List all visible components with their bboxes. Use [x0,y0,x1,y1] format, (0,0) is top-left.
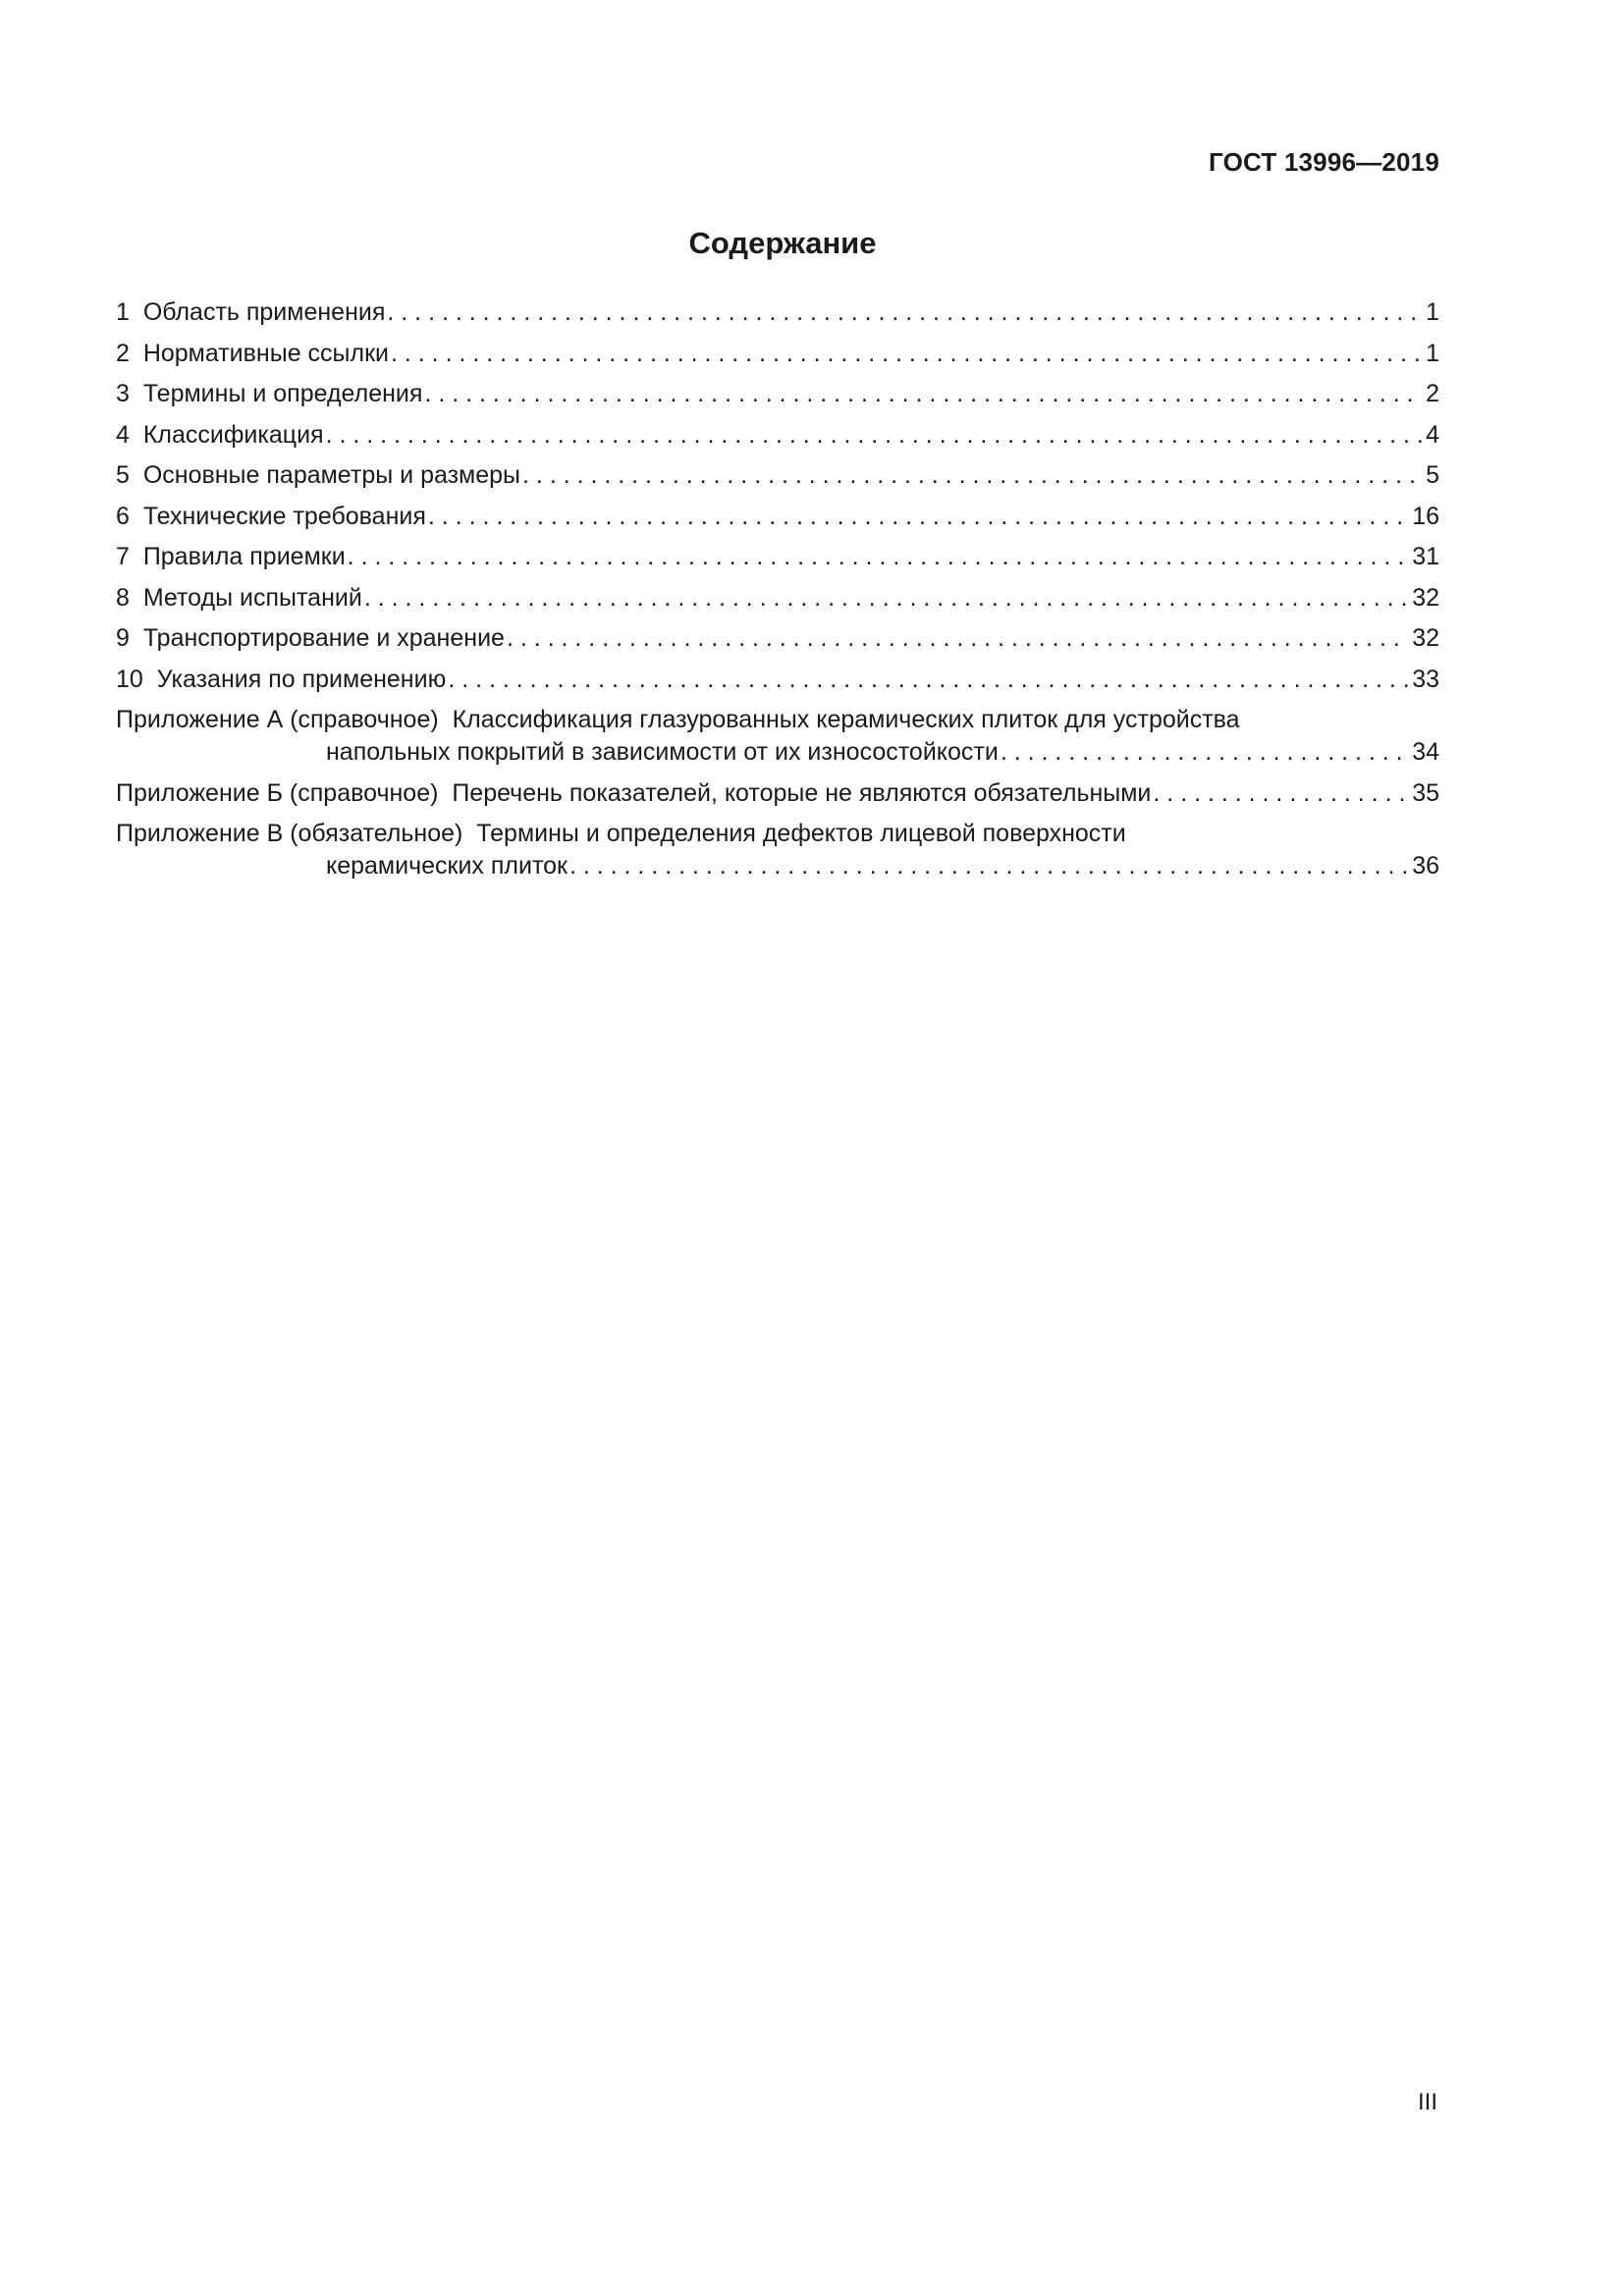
toc-entry-page: 34 [1412,738,1439,766]
dot-leader [448,664,1408,696]
toc-entry-page: 4 [1426,420,1439,449]
toc-entry-label: Транспортирование и хранение [142,624,505,652]
toc-annex-a[interactable] [116,704,1439,769]
toc-entry-number: 2 [116,339,130,367]
dot-leader [428,501,1408,533]
toc-entry-number: 6 [116,502,130,530]
document-id: ГОСТ 13996—2019 [1209,147,1439,177]
annex-title-line2: керамических плиток [326,852,568,880]
annex-title-line2: напольных покрытий в зависимости от их износостойкости [326,738,999,766]
toc-entry-page: 33 [1412,665,1439,693]
toc-entry[interactable] [116,459,1439,492]
toc-annex-b[interactable] [116,777,1439,810]
dot-leader [364,582,1408,614]
toc-entry-page: 35 [1412,778,1439,807]
toc-entry-label: Термины и определения [142,380,423,407]
toc-entry[interactable] [116,296,1439,329]
toc-entry-page: 32 [1412,624,1439,652]
toc-title: Содержание [688,226,877,260]
dot-leader [326,419,1423,452]
toc-entry-page: 32 [1412,583,1439,612]
toc-entry[interactable] [116,622,1439,655]
toc-entry-page: 1 [1426,339,1439,367]
toc-entry-page: 31 [1412,543,1439,570]
dot-leader [507,622,1408,655]
dot-leader [522,459,1422,492]
toc-entry-label: Указания по применению [156,665,447,693]
toc-entry-label: Основные параметры и размеры [142,461,521,489]
annex-prefix: Приложение А (справочное) [116,706,439,733]
toc-entry-number: 3 [116,380,130,407]
toc-entry-label: Методы испытаний [142,583,362,612]
toc-entry[interactable] [116,582,1439,614]
toc-entry[interactable] [116,541,1439,573]
annex-title-line1: Перечень показателей, которые не являются обязательными [452,778,1152,807]
toc-entry-number: 4 [116,420,130,449]
annex-title-line1: Термины и определения дефектов лицевой поверхности [476,820,1126,847]
toc-entry-number: 9 [116,624,130,652]
toc-entry-number: 1 [116,298,130,326]
toc-entry-label: Правила приемки [142,543,346,570]
dot-leader [569,850,1408,882]
dot-leader [391,338,1422,370]
table-of-contents [116,296,1439,891]
toc-entry[interactable] [116,378,1439,410]
annex-prefix: Приложение Б (справочное) [116,778,439,807]
toc-annex-v[interactable] [116,818,1439,882]
dot-leader [348,541,1409,573]
toc-entry[interactable] [116,338,1439,370]
annex-title-line1: Классификация глазурованных керамических плиток для устройства [452,706,1240,733]
toc-entry-number: 8 [116,583,130,612]
toc-entry-label: Область применения [142,298,386,326]
toc-entry-page: 16 [1412,502,1439,530]
toc-entry-page: 5 [1426,461,1439,489]
toc-entry-number: 10 [116,665,143,693]
toc-entry-page: 2 [1426,380,1439,407]
toc-entry[interactable] [116,501,1439,533]
toc-entry-page: 1 [1426,298,1439,326]
toc-entry[interactable] [116,664,1439,696]
annex-prefix: Приложение В (обязательное) [116,820,463,847]
dot-leader [387,296,1422,329]
toc-entry[interactable] [116,419,1439,452]
dot-leader [1153,777,1408,810]
toc-entry-label: Технические требования [142,502,426,530]
toc-entry-number: 7 [116,543,130,570]
page-number: III [1417,2089,1437,2115]
toc-entry-page: 36 [1412,852,1439,880]
toc-entry-label: Нормативные ссылки [142,339,389,367]
dot-leader [424,378,1422,410]
dot-leader [1001,736,1408,769]
toc-entry-number: 5 [116,461,130,489]
toc-entry-label: Классификация [142,420,324,449]
